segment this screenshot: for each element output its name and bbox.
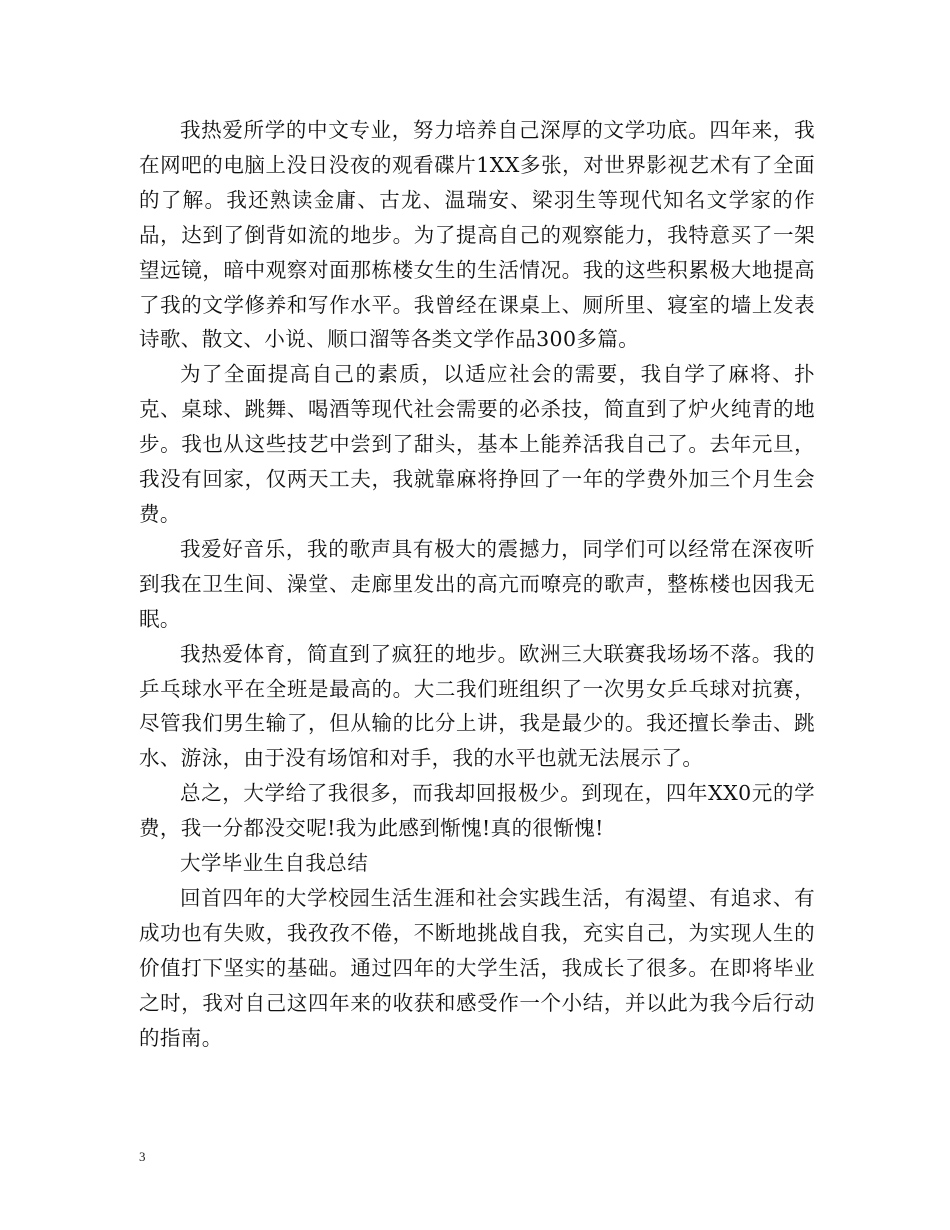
paragraph-conclusion: 总之，大学给了我很多，而我却回报极少。到现在，四年XX0元的学费，我一分都没交呢!我为此感到惭愧!真的很惭愧!	[139, 781, 815, 841]
paragraph-literature: 我热爱所学的中文专业，努力培养自己深厚的文学功底。四年来，我在网吧的电脑上没日没夜的观看碟片1XX多张，对世界影视艺术有了全面的了解。我还熟读金庸、古龙、温瑞安、梁羽生等现代知名文学家的作品，达到了倒背如流的地步。为了提高自己的观察能力，我特意买了一架望远镜，暗中观察对面那栋楼女生的生活情况。我的这些积累极大地提高了我的文学修养和写作水平。我曾经在课桌上、厕所里、寝室的墙上发表诗歌、散文、小说、顺口溜等各类文学作品300多篇。	[139, 118, 815, 352]
paragraph-sports: 我热爱体育，简直到了疯狂的地步。欧洲三大联赛我场场不落。我的乒乓球水平在全班是最高的。大二我们班组织了一次男女乒乓球对抗赛，尽管我们男生输了，但从输的比分上讲，我是最少的。我还擅长拳击、跳水、游泳，由于没有场馆和对手，我的水平也就无法展示了。	[139, 641, 815, 771]
paragraph-skills: 为了全面提高自己的素质，以适应社会的需要，我自学了麻将、扑克、桌球、跳舞、喝酒等现代社会需要的必杀技，简直到了炉火纯青的地步。我也从这些技艺中尝到了甜头，基本上能养活我自己了。去年元旦，我没有回家，仅两天工夫，我就靠麻将挣回了一年的学费外加三个月生会费。	[139, 362, 815, 526]
page-number: 3	[139, 1149, 146, 1164]
section-title: 大学毕业生自我总结	[180, 851, 369, 876]
paragraph-music: 我爱好音乐，我的歌声具有极大的震撼力，同学们可以经常在深夜听到我在卫生间、澡堂、走廊里发出的高亢而嘹亮的歌声，整栋楼也因我无眠。	[139, 536, 815, 631]
paragraph-summary-intro: 回首四年的大学校园生活生涯和社会实践生活，有渴望、有追求、有成功也有失败，我孜孜不倦，不断地挑战自我，充实自己，为实现人生的价值打下坚实的基础。通过四年的大学生活，我成长了很多。在即将毕业之时，我对自己这四年来的收获和感受作一个小结，并以此为我今后行动的指南。	[139, 885, 815, 1050]
document-body	[139, 113, 815, 1055]
